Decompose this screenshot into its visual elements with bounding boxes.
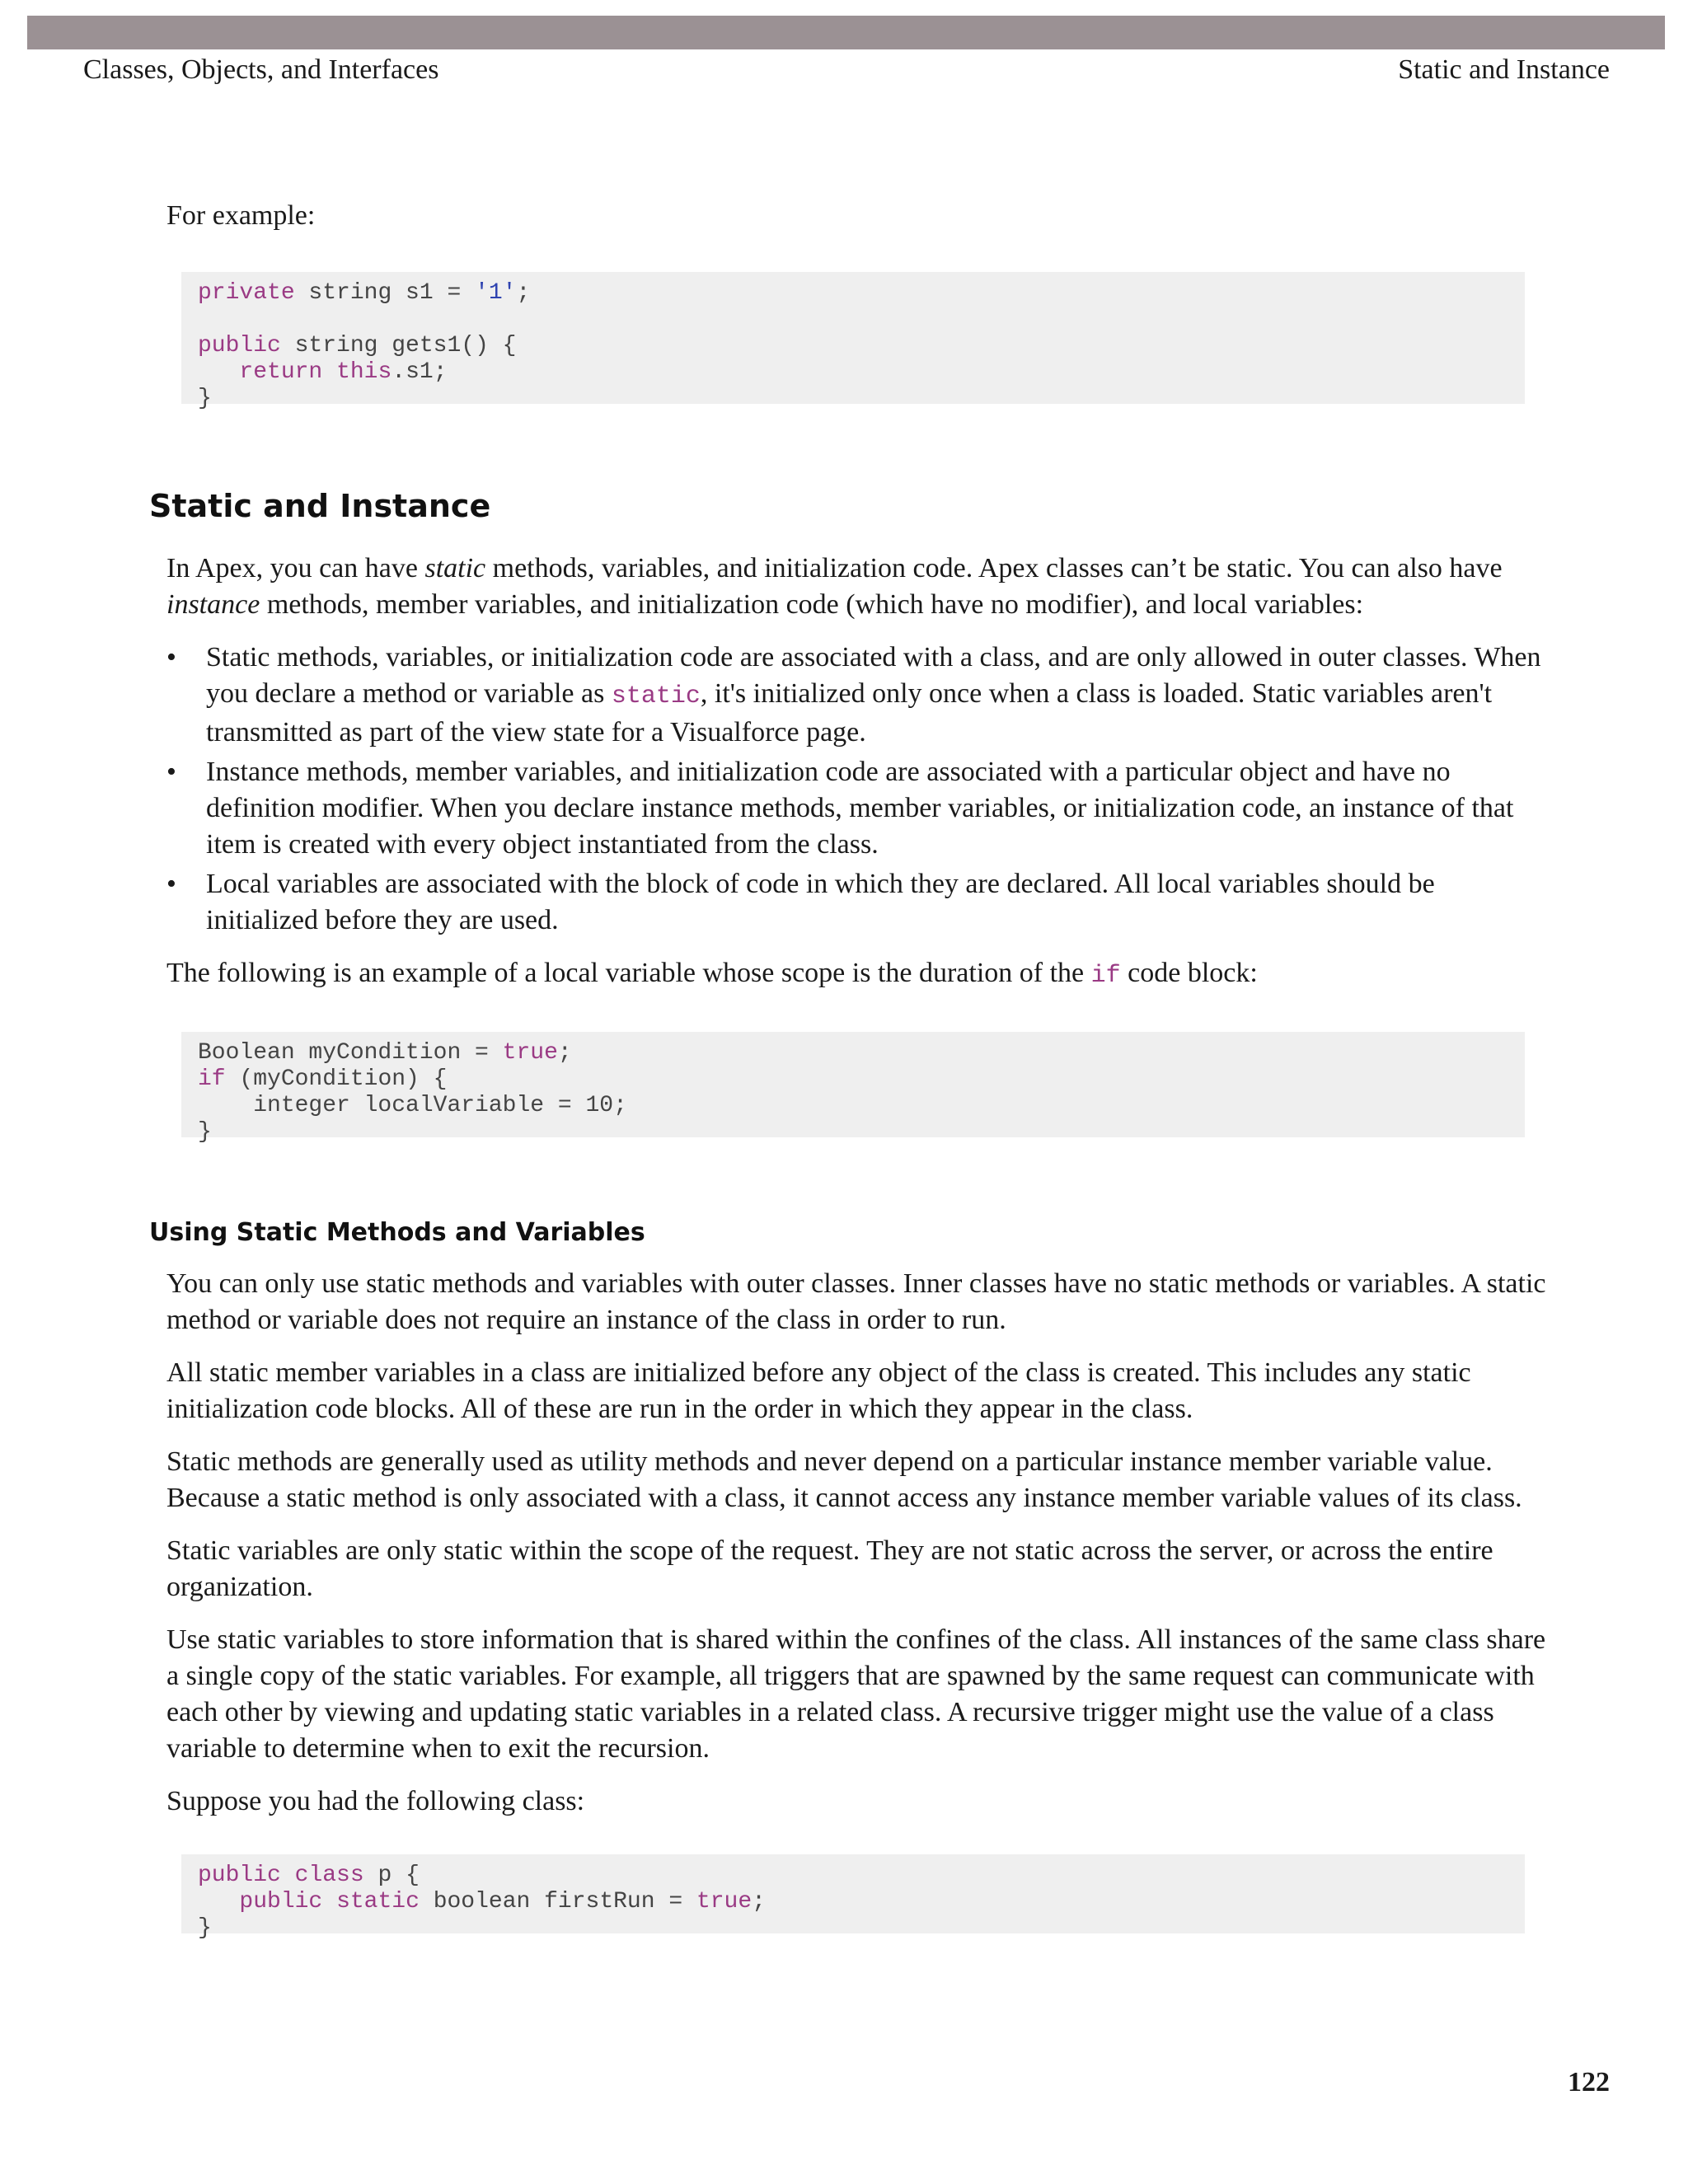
- code-token: '1': [475, 280, 517, 306]
- code-token: static: [336, 1889, 420, 1915]
- subsection-heading: Using Static Methods and Variables: [149, 1218, 645, 1247]
- page-number: 122: [1568, 2067, 1610, 2097]
- code-line: [198, 333, 1508, 359]
- code-token: public: [239, 1889, 323, 1915]
- code-token: Boolean myCondition =: [198, 1040, 503, 1066]
- bullet-marker: •: [166, 757, 176, 787]
- code-token: (myCondition) {: [225, 1066, 448, 1092]
- code-token: this: [336, 359, 392, 385]
- code-token: }: [198, 386, 212, 411]
- code-line: [198, 1863, 1508, 1889]
- code-token: public: [198, 1863, 281, 1888]
- code-block-3: [181, 1854, 1525, 1941]
- inline-code-if: if: [1090, 962, 1121, 990]
- list-item: • Static methods, variables, or initialization code are associated with a class, and are only allowed in outer classes. When you declare a method or variable as static, it's initialized only once when a class is loaded. Static variables aren't transmitted as part of the view state for a Visualforce page.: [166, 640, 1551, 751]
- paragraph: All static member variables in a class are initialized before any object of the class is created. This includes any static initialization code blocks. All of these are run in the order in which they appear in the class.: [166, 1357, 1471, 1424]
- code-token: true: [696, 1889, 753, 1915]
- code-token: true: [502, 1040, 558, 1066]
- code-token: class: [294, 1863, 364, 1888]
- bullet-marker: •: [166, 869, 176, 899]
- code-token: public: [198, 333, 281, 359]
- code-token: }: [198, 1119, 212, 1145]
- code-line: [198, 1889, 1508, 1915]
- running-header-right: Static and Instance: [1398, 54, 1610, 85]
- code-line: [198, 1040, 1508, 1066]
- intro-text: For example:: [166, 200, 316, 231]
- code-block-1: [181, 272, 1525, 411]
- code-line: [198, 1066, 1508, 1093]
- code-line: [198, 359, 1508, 386]
- code-token: [281, 1863, 295, 1888]
- code-token: ;: [752, 1889, 766, 1915]
- code-token: if: [198, 1066, 226, 1092]
- section-heading: Static and Instance: [149, 488, 491, 524]
- code-token: boolean firstRun =: [419, 1889, 696, 1915]
- intro-paragraph: In Apex, you can have static methods, variables, and initialization code. Apex classes can’t be static. You can also have instance methods, member variables, and initialization code (which have no modifier), and local variables:: [166, 553, 1503, 620]
- list-item: • Instance methods, member variables, and initialization code are associated with a particular object and have no definition modifier. When you declare instance methods, member variables, or initialization code, an instance of that item is created with every object instantiated from the class.: [166, 754, 1551, 863]
- code-token: [198, 1889, 239, 1915]
- code-line: [198, 307, 1508, 333]
- code-token: ;: [557, 1040, 572, 1066]
- code-line: [198, 280, 1508, 307]
- code-block-2: [181, 1032, 1525, 1145]
- section-body: [166, 551, 1551, 994]
- code-token: ;: [516, 280, 531, 306]
- code-token: [322, 1889, 336, 1915]
- header-bar: [27, 16, 1665, 49]
- paragraph: You can only use static methods and variables with outer classes. Inner classes have no static methods or variables. A static method or variable does not require an instance of the class in order to run.: [166, 1268, 1546, 1335]
- code-token: [322, 359, 336, 385]
- paragraph: Static variables are only static within the scope of the request. They are not static across the server, or across the entire organization.: [166, 1535, 1493, 1602]
- code-line: [198, 1915, 1508, 1942]
- emphasis-static: static: [424, 553, 486, 583]
- paragraph: Suppose you had the following class:: [166, 1786, 585, 1816]
- bullet-marker: •: [166, 642, 176, 673]
- code-token: private: [198, 280, 295, 306]
- running-header-left: Classes, Objects, and Interfaces: [83, 54, 439, 85]
- code-token: string s1 =: [294, 280, 476, 306]
- subsection-body: [166, 1266, 1551, 1820]
- code-line: [198, 386, 1508, 412]
- code-token: }: [198, 1915, 212, 1941]
- code-token: .s1;: [392, 359, 448, 385]
- bullet-list: [166, 640, 1551, 939]
- code-token: integer localVariable = 10;: [198, 1093, 627, 1118]
- paragraph: Static methods are generally used as utility methods and never depend on a particular instance member variable value. Because a static method is only associated with a class, it cannot access any instance member variable values of its class.: [166, 1446, 1522, 1513]
- paragraph: Use static variables to store information that is shared within the confines of the class. All instances of the same class share a single copy of the static variables. For example, all triggers that are spawned by the same request can communicate with each other by viewing and updating static variables in a related class. A recursive trigger might use the value of a class variable to determine when to exit the recursion.: [166, 1624, 1546, 1764]
- code-token: string gets1() {: [280, 333, 517, 359]
- emphasis-instance: instance: [166, 589, 260, 620]
- scope-paragraph: The following is an example of a local variable whose scope is the duration of the if code block:: [166, 958, 1258, 990]
- code-line: [198, 1093, 1508, 1119]
- code-token: [198, 359, 239, 385]
- inline-code-static: static: [611, 682, 701, 710]
- list-item: • Local variables are associated with the block of code in which they are declared. All local variables should be initialized before they are used.: [166, 866, 1551, 939]
- code-line: [198, 1119, 1508, 1146]
- code-token: p {: [363, 1863, 420, 1888]
- code-token: return: [239, 359, 323, 385]
